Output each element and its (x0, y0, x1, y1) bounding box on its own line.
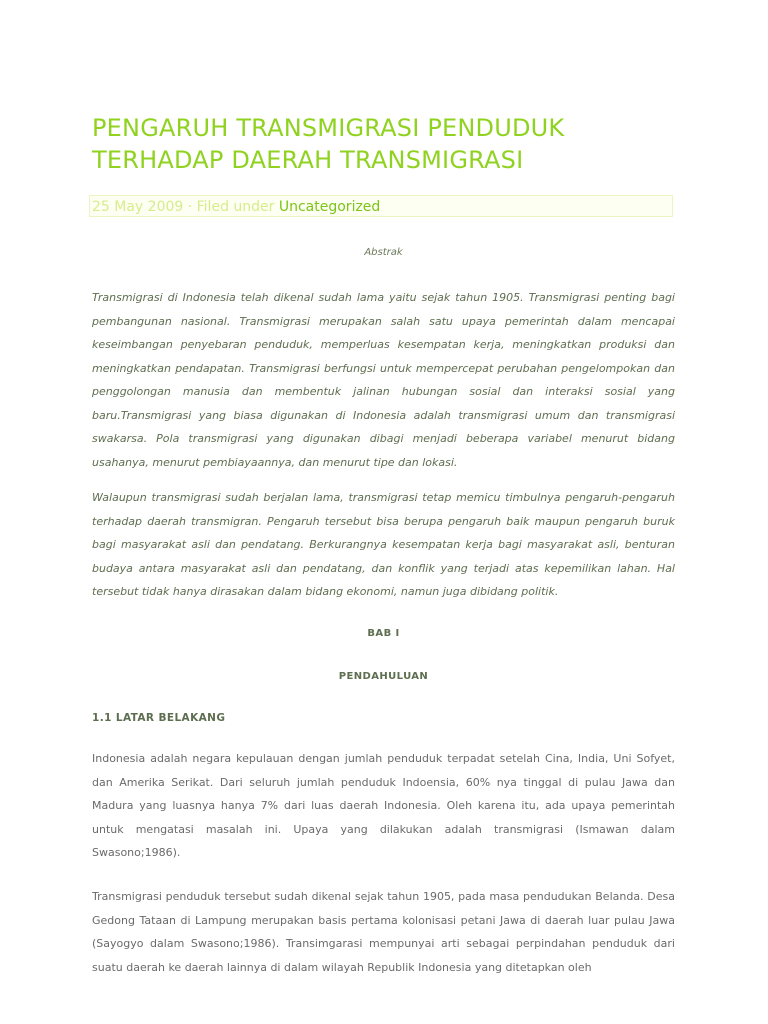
abstract-heading: Abstrak (364, 247, 403, 258)
post-meta (92, 198, 380, 216)
section-heading: 1.1 LATAR BELAKANG (92, 712, 226, 724)
body-paragraph: Indonesia adalah negara kepulauan dengan jumlah penduduk terpadat setelah Cina, India, Uni Sofyet, dan Amerika Serikat. Dari seluruh jumlah penduduk Indoensia, 60% nya tinggal di pulau Jawa dan Madura yang luasnya hanya 7% dari luas daerah Indonesia. Oleh karena itu, ada upaya pemerintah untuk mengatasi masalah ini. Upaya yang dilakukan adalah transmigrasi (Ismawan dalam Swasono;1986). (92, 752, 675, 859)
chapter-title: PENDAHULUAN (338, 671, 429, 682)
post-date-filed: 25 May 2009 · Filed under (92, 199, 279, 215)
abstract-paragraph: Transmigrasi di Indonesia telah dikenal sudah lama yaitu sejak tahun 1905. Transmigrasi penting bagi pembangunan nasional. Transmigrasi merupakan salah satu upaya pemerintah dalam mencapai keseimbangan penyebaran penduduk, memperluas kesempatan kerja, meningkatkan produksi dan meningkatkan pendapatan. Transmigrasi berfungsi untuk mempercepat perubahan pengelompokan dan penggolongan manusia dan membentuk jalinan hubungan sosial dan interaksi sosial yang baru.Transmigrasi yang biasa digunakan di Indonesia adalah transmigrasi umum dan transmigrasi swakarsa. Pola transmigrasi yang digunakan dibagi menjadi beberapa variabel menurut bidang usahanya, menurut pembiayaannya, dan menurut tipe dan lokasi. (92, 291, 675, 469)
chapter-number: BAB I (367, 628, 400, 639)
body-paragraph: Transmigrasi penduduk tersebut sudah dikenal sejak tahun 1905, pada masa pendudukan Belanda. Desa Gedong Tataan di Lampung merupakan basis pertama kolonisasi petani Jawa di daerah luar pulau Jawa (Sayogyo dalam Swasono;1986). Transimgarasi mempunyai arti sebagai perpindahan penduduk dari suatu daerah ke daerah lainnya di dalam wilayah Republik Indonesia yang ditetapkan oleh (92, 890, 675, 974)
article-title: PENGARUH TRANSMIGRASI PENDUDUK TERHADAP DAERAH TRANSMIGRASI (92, 114, 565, 174)
abstract-paragraph: Walaupun transmigrasi sudah berjalan lama, transmigrasi tetap memicu timbulnya pengaruh-pengaruh terhadap daerah transmigran. Pengaruh tersebut bisa berupa pengaruh baik maupun pengaruh buruk bagi masyarakat asli dan pendatang. Berkurangnya kesempatan kerja bagi masyarakat asli, benturan budaya antara masyarakat asli dan pendatang, dan konflik yang terjadi atas kepemilikan lahan. Hal tersebut tidak hanya dirasakan dalam bidang ekonomi, namun juga dibidang politik. (92, 491, 675, 598)
category-link[interactable]: Uncategorized (278, 199, 381, 215)
